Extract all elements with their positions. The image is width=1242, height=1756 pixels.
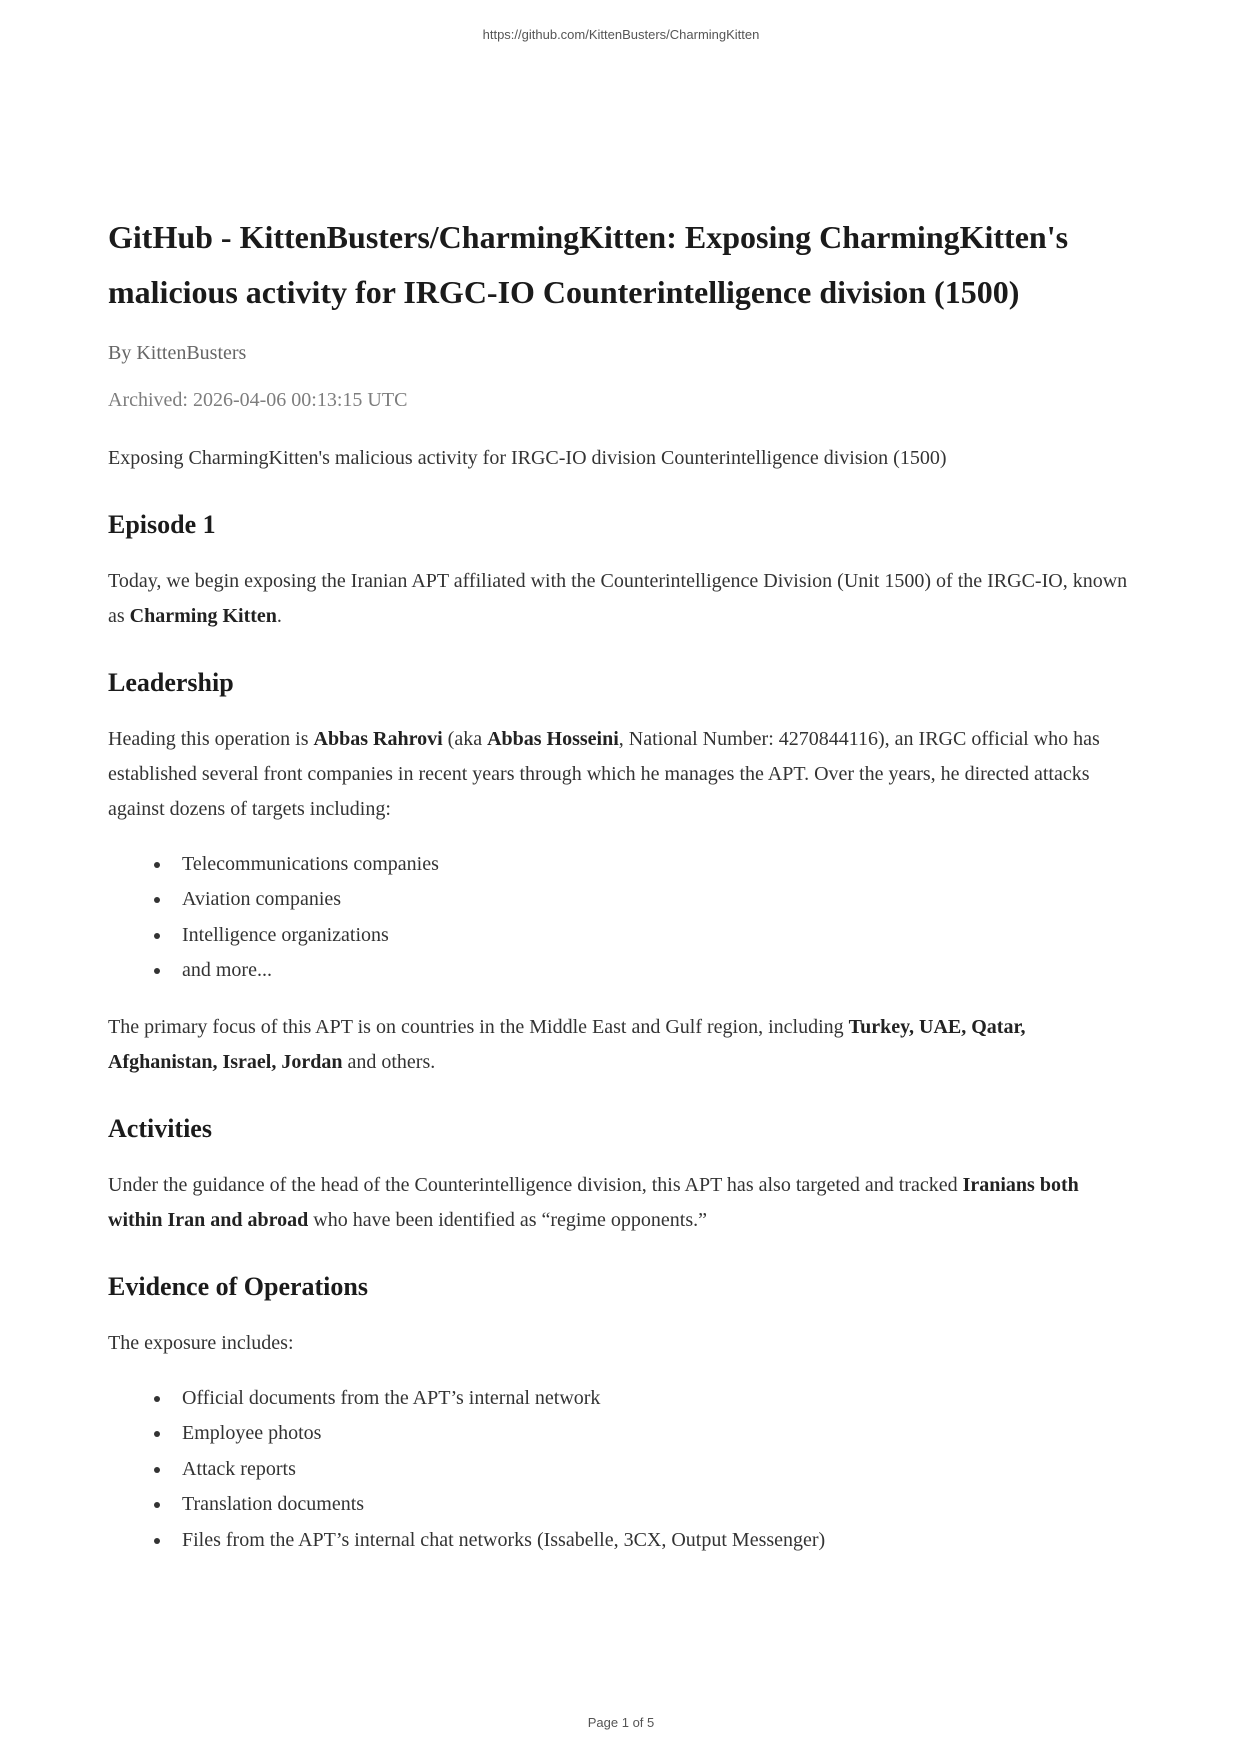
print-header-url [0,0,1242,42]
page-title: GitHub - KittenBusters/CharmingKitten: Exposing CharmingKitten's malicious activity for IRGC-IO Counterintelligence division (1500) [108,219,1069,311]
list-item: • Telecommunications companies [172,847,1134,882]
page-number-text: Page 1 of 5 [587,1715,655,1730]
paragraph: The primary focus of this APT is on countries in the Middle East and Gulf region, including Turkey, UAE, Qatar, Afghanistan, Israel, Jordan and others. [108,1016,1026,1074]
section-heading-leadership: Leadership [108,667,234,697]
list-item: • and more... [172,953,1134,988]
archived-timestamp: Archived: 2026-04-06 00:13:15 UTC [108,389,408,412]
list-item: • Translation documents [172,1487,1134,1522]
paragraph: Heading this operation is Abbas Rahrovi (aka Abbas Hosseini, National Number: 4270844116), an IRGC official who has established several front companies in recent years through which he manages the APT. Over the years, he directed attacks against dozens of targets including: [108,727,1100,820]
section-heading-evidence: Evidence of Operations [108,1271,368,1301]
document-content [108,210,1134,1558]
evidence-bullet-list [108,1381,1134,1558]
paragraph: Under the guidance of the head of the Counterintelligence division, this APT has also targeted and tracked Iranians both within Iran and abroad who have been identified as “regime opponents.” [108,1173,1079,1231]
paragraph: The exposure includes: [108,1331,294,1354]
list-item: • Files from the APT’s internal chat networks (Issabelle, 3CX, Output Messenger) [172,1523,1134,1558]
intro-paragraph: Exposing CharmingKitten's malicious activity for IRGC-IO division Counterintelligence division (1500) [108,447,947,470]
section-activities [108,1112,1134,1238]
section-evidence-of-operations [108,1270,1134,1558]
list-item: • Aviation companies [172,882,1134,917]
list-item: • Attack reports [172,1452,1134,1487]
section-heading-episode-1: Episode 1 [108,510,216,540]
section-leadership [108,666,1134,1080]
section-heading-activities: Activities [108,1114,212,1144]
list-item: • Official documents from the APT’s internal network [172,1381,1134,1416]
paragraph: Today, we begin exposing the Iranian APT affiliated with the Counterintelligence Division (Unit 1500) of the IRGC-IO, known as Charming Kitten. [108,569,1128,627]
list-item: • Employee photos [172,1416,1134,1451]
page-footer [0,1715,1242,1730]
byline: By KittenBusters [108,342,247,365]
section-episode-1 [108,508,1134,634]
targets-bullet-list [108,847,1134,989]
source-url-text: https://github.com/KittenBusters/CharmingKitten [482,27,760,42]
list-item: • Intelligence organizations [172,918,1134,953]
